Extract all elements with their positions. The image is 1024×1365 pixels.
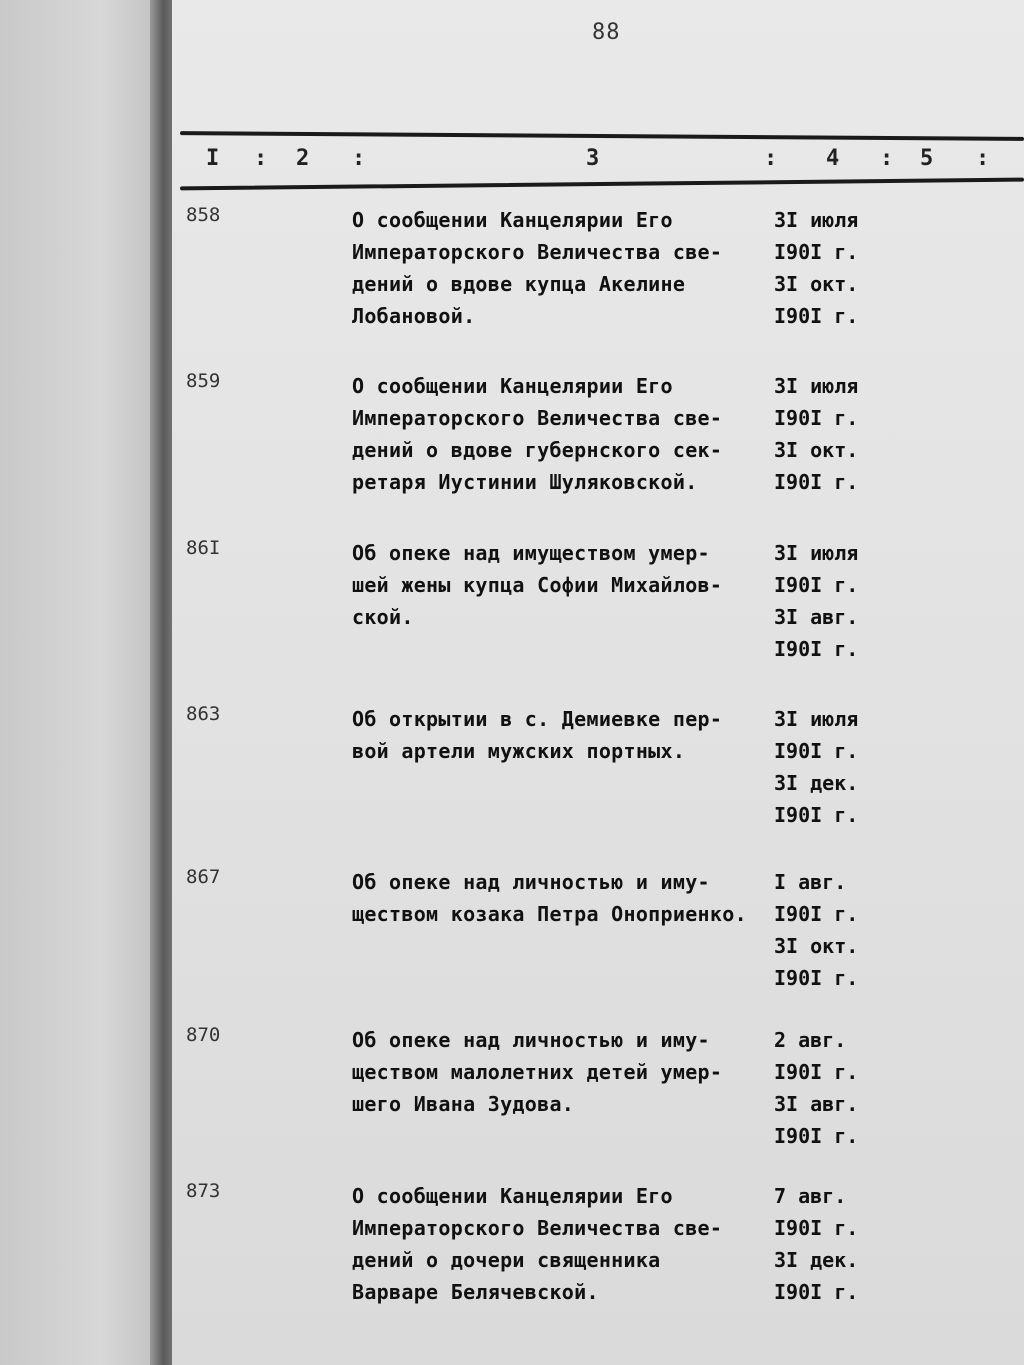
column-header-5: 5 (920, 146, 934, 171)
start-year: I90I г. (774, 739, 859, 763)
column-header-4: 4 (826, 146, 840, 171)
end-year: I90I г. (774, 966, 859, 990)
end-date: 3I авг. (774, 605, 859, 629)
start-date: 7 авг. (774, 1184, 847, 1208)
entry-dates (774, 1180, 884, 1308)
document-page (172, 0, 1024, 1365)
entry-title-line: ретаря Иустинии Шуляковской. (352, 470, 698, 494)
header-top-rule (180, 131, 1024, 141)
start-year: I90I г. (774, 1060, 859, 1084)
entry-title-line: шей жены купца Софии Михайлов- (352, 573, 723, 597)
column-separator: : (764, 146, 778, 171)
entry-title-line: дений о дочери священника (352, 1248, 661, 1272)
entry-title-line: Императорского Величества све- (352, 240, 723, 264)
entry-title-line: дений о вдове купца Акелине (352, 272, 686, 296)
entry-number: 873 (186, 1180, 221, 1202)
entry-dates (774, 866, 884, 994)
start-date: 3I июля (774, 707, 859, 731)
start-year: I90I г. (774, 1216, 859, 1240)
start-year: I90I г. (774, 240, 859, 264)
start-year: I90I г. (774, 902, 859, 926)
entry-title-line: Императорского Величества све- (352, 1216, 723, 1240)
end-year: I90I г. (774, 1124, 859, 1148)
column-separator: : (352, 146, 366, 171)
entry-number: 86I (186, 537, 221, 559)
entry-title (352, 537, 772, 633)
entry-dates (774, 370, 884, 498)
column-separator: : (880, 146, 894, 171)
entry-title-line: Об опеке над имуществом умер- (352, 541, 710, 565)
entry-number: 870 (186, 1024, 221, 1046)
entry-title-line: ществом козака Петра Оноприенко. (352, 902, 747, 926)
end-date: 3I дек. (774, 771, 859, 795)
end-date: 3I окт. (774, 934, 859, 958)
entry-title-line: О сообщении Канцелярии Его (352, 208, 673, 232)
entry-title-line: ской. (352, 605, 414, 629)
entry-title-line: Императорского Величества све- (352, 406, 723, 430)
end-date: 3I окт. (774, 272, 859, 296)
entry-title-line: О сообщении Канцелярии Его (352, 1184, 673, 1208)
entry-title (352, 703, 772, 767)
entry-dates (774, 1024, 884, 1152)
start-date: 3I июля (774, 374, 859, 398)
entry-title (352, 204, 772, 332)
entry-dates (774, 537, 884, 665)
column-header-3: 3 (586, 146, 600, 171)
entry-title (352, 866, 772, 930)
end-year: I90I г. (774, 470, 859, 494)
previous-page (0, 0, 170, 1365)
entry-title-line: дений о вдове губернского сек- (352, 438, 723, 462)
entry-title-line: Об опеке над личностью и иму- (352, 1028, 710, 1052)
page-number: 88 (592, 20, 621, 45)
start-date: 2 авг. (774, 1028, 847, 1052)
entry-number: 859 (186, 370, 221, 392)
end-year: I90I г. (774, 637, 859, 661)
entry-dates (774, 204, 884, 332)
end-year: I90I г. (774, 803, 859, 827)
start-date: I авг. (774, 870, 847, 894)
entry-title-line: Об опеке над личностью и иму- (352, 870, 710, 894)
entry-title-line: Варваре Белячевской. (352, 1280, 599, 1304)
end-date: 3I окт. (774, 438, 859, 462)
start-date: 3I июля (774, 208, 859, 232)
start-year: I90I г. (774, 406, 859, 430)
column-header-2: 2 (296, 146, 310, 171)
header-bottom-rule (180, 178, 1024, 191)
entry-title-line: вой артели мужских портных. (352, 739, 686, 763)
end-date: 3I дек. (774, 1248, 859, 1272)
column-separator: : (976, 146, 990, 171)
end-year: I90I г. (774, 1280, 859, 1304)
column-separator: : (254, 146, 268, 171)
start-year: I90I г. (774, 573, 859, 597)
entry-title-line: Об открытии в с. Демиевке пер- (352, 707, 723, 731)
entry-number: 867 (186, 866, 221, 888)
entry-title-line: О сообщении Канцелярии Его (352, 374, 673, 398)
entry-number: 863 (186, 703, 221, 725)
end-date: 3I авг. (774, 1092, 859, 1116)
end-year: I90I г. (774, 304, 859, 328)
entry-dates (774, 703, 884, 831)
column-header-1: I (206, 146, 220, 171)
entry-title-line: ществом малолетних детей умер- (352, 1060, 723, 1084)
entry-title (352, 370, 772, 498)
entry-title (352, 1180, 772, 1308)
entry-number: 858 (186, 204, 221, 226)
start-date: 3I июля (774, 541, 859, 565)
entry-title (352, 1024, 772, 1120)
entry-title-line: Лобановой. (352, 304, 476, 328)
entry-title-line: шего Ивана Зудова. (352, 1092, 575, 1116)
